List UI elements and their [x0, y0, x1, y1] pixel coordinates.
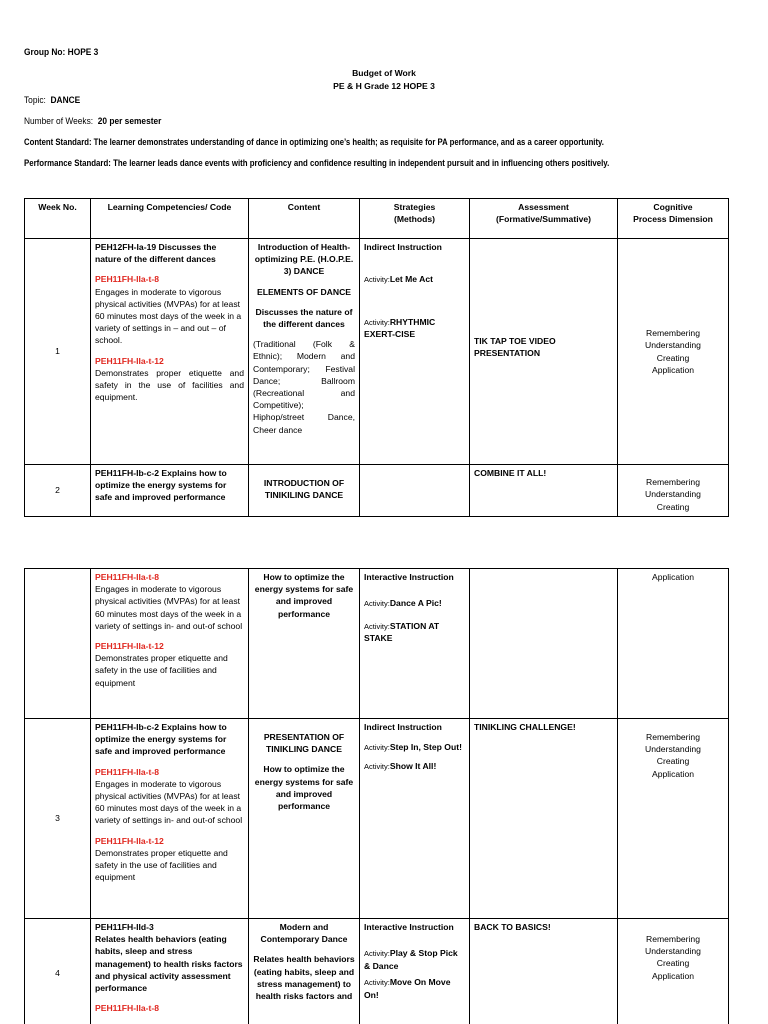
- assessment-text: TIK TAP TOE VIDEO PRESENTATION: [474, 336, 556, 359]
- cognitive-cell: Remembering Understanding Creating Application: [618, 719, 729, 919]
- competency-text: Relates health behaviors (eating habits, sleep and stress management) to health risks factors and physical activity assessment performance: [95, 934, 243, 994]
- content-text: PRESENTATION OF TINIKLING DANCE: [263, 732, 345, 755]
- activity-text: Activity:Step In, Step Out!: [364, 742, 462, 753]
- cognitive-header: Cognitive Process Dimension: [618, 199, 729, 239]
- week-cell: 4: [25, 919, 91, 1024]
- activity-text: Activity:Show It All!: [364, 760, 437, 771]
- strategies-cell: [360, 239, 470, 465]
- activity-text: Activity:Move On Move On!: [364, 977, 451, 1000]
- content-text: (Traditional (Folk & Ethnic); Modern and Contemporary; Festival Dance; Ballroom (Recreational and Competitive); Hiphop/street Dance, Cheer dance: [253, 339, 355, 435]
- activity-text: Activity:Dance A Pic!: [364, 598, 442, 609]
- competency-code: PEH11FH-IIa-t-8: [95, 766, 159, 777]
- competency-code: PEH11FH-IIa-t-12: [95, 641, 164, 652]
- performance-standard: Performance Standard: The learner leads dance events with proficiency and confidence resulting in independent pursuit and in influencing others positively.: [24, 158, 610, 169]
- weeks-line: Number of Weeks: 20 per semester: [24, 116, 162, 127]
- content-cell: [249, 919, 360, 1024]
- competencies-header: Learning Competencies/ Code: [91, 199, 249, 239]
- competency-code: PEH11FH-IIa-t-8: [95, 572, 159, 582]
- activity-text: Activity:Let Me Act: [364, 274, 433, 285]
- table-row: [25, 239, 729, 465]
- competency-text: Engages in moderate to vigorous physical activities (MVPAs) for at least 60 minutes most days of the week in a variety of settings in- and out-of school: [95, 584, 243, 631]
- assessment-cell: TINIKLING CHALLENGE!: [470, 719, 618, 919]
- content-header: Content: [249, 199, 360, 239]
- week-cell: 1: [25, 239, 91, 465]
- table-row: [25, 719, 729, 919]
- competency-text: PEH12FH-Ia-19 Discusses the nature of the different dances: [95, 242, 217, 265]
- competency-text: PEH11FH-Ib-c-2 Explains how to optimize the energy systems for safe and improved performance: [95, 722, 227, 757]
- competency-text: Engages in moderate to vigorous physical activities (MVPAs) for at least 60 minutes most days of the week in a variety of settings in- and out-of school: [95, 778, 243, 826]
- strategy-text: Indirect Instruction: [364, 722, 442, 732]
- content-text: Discusses the nature of the different dances: [255, 306, 353, 330]
- content-cell: [249, 239, 360, 465]
- competencies-cell: PEH11FH-Ib-c-2 Explains how to optimize the energy systems for safe and improved performance: [91, 465, 249, 517]
- content-text: ELEMENTS OF DANCE: [256, 286, 352, 297]
- competency-text: Demonstrates proper etiquette and safety in the use of facilities and equipment: [95, 847, 228, 883]
- activity-text: Activity:Play & Stop Pick & Dance: [364, 948, 458, 971]
- assessment-cell: [470, 239, 618, 465]
- table-row: [25, 919, 729, 1024]
- content-text: How to optimize the energy systems for safe and improved performance: [254, 764, 354, 812]
- content-cell: [249, 719, 360, 919]
- content-cell: How to optimize the energy systems for safe and improved performance: [249, 569, 360, 719]
- budget-table-2: [24, 568, 729, 1024]
- activity-text: Activity:RHYTHMIC EXERT-CISE: [364, 316, 436, 340]
- strategies-cell: [360, 719, 470, 919]
- cognitive-cell: Remembering Understanding Creating Application: [618, 919, 729, 1024]
- week-header: Week No.: [25, 199, 91, 239]
- assessment-header: Assessment (Formative/Summative): [470, 199, 618, 239]
- content-text: Introduction of Health-optimizing P.E. (H.O.P.E. 3) DANCE: [254, 242, 354, 277]
- strategy-text: Interactive Instruction: [364, 922, 454, 932]
- activity-text: Activity:STATION AT STAKE: [364, 620, 440, 644]
- assessment-cell: BACK TO BASICS!: [470, 919, 618, 1024]
- content-text: Relates health behaviors (eating habits, sleep and stress management) to health risks factors and: [253, 954, 355, 1002]
- competency-code: PEH11FH-IIa-t-8: [95, 274, 159, 285]
- table-row: [25, 465, 729, 517]
- competency-text: Engages in moderate to vigorous physical activities (MVPAs) for at least 60 minutes most days of the week in a variety of settings in – and out – of school.: [95, 286, 242, 346]
- week-cell: 3: [25, 719, 91, 919]
- doc-title-2: PE & H Grade 12 HOPE 3: [333, 81, 435, 91]
- content-text: Modern and Contemporary Dance: [260, 922, 348, 945]
- week-cell: [25, 569, 91, 719]
- topic-line: Topic: DANCE: [24, 95, 81, 106]
- table-header-row: [25, 199, 729, 239]
- strategy-text: Indirect Instruction: [364, 242, 442, 252]
- strategies-cell: [360, 919, 470, 1024]
- strategies-cell: [360, 465, 470, 517]
- group-line: Group No: HOPE 3: [24, 47, 99, 58]
- cognitive-cell: Application: [618, 569, 729, 719]
- assessment-cell: COMBINE IT ALL!: [470, 465, 618, 517]
- budget-table-1: [24, 198, 729, 517]
- assessment-cell: [470, 569, 618, 719]
- content-standard: Content Standard: The learner demonstrates understanding of dance in optimizing one’s health; as requisite for PA performance, and as a career opportunity.: [24, 137, 604, 148]
- competencies-cell: [91, 569, 249, 719]
- competency-code: PEH11FH-IIa-t-12: [95, 355, 164, 366]
- doc-title-1: Budget of Work: [352, 68, 416, 78]
- competencies-cell: [91, 919, 249, 1024]
- competency-code: PEH11FH-IId-3: [95, 922, 154, 932]
- competencies-cell: [91, 239, 249, 465]
- competency-code: PEH11FH-IIa-t-8: [95, 1003, 159, 1014]
- strategy-text: Interactive Instruction: [364, 572, 454, 582]
- content-cell: INTRODUCTION OF TINIKILING DANCE: [249, 465, 360, 517]
- competency-text: Demonstrates proper etiquette and safety in the use of facilities and equipment.: [95, 367, 244, 403]
- competency-text: Demonstrates proper etiquette and safety in the use of facilities and equipment: [95, 653, 228, 688]
- competencies-cell: [91, 719, 249, 919]
- competency-code: PEH11FH-IIa-t-12: [95, 835, 164, 846]
- strategies-cell: [360, 569, 470, 719]
- strategies-header: Strategies (Methods): [360, 199, 470, 239]
- table-row: [25, 569, 729, 719]
- cognitive-cell: Remembering Understanding Creating Application: [618, 239, 729, 465]
- week-cell: 2: [25, 465, 91, 517]
- cognitive-cell: Remembering Understanding Creating: [618, 465, 729, 517]
